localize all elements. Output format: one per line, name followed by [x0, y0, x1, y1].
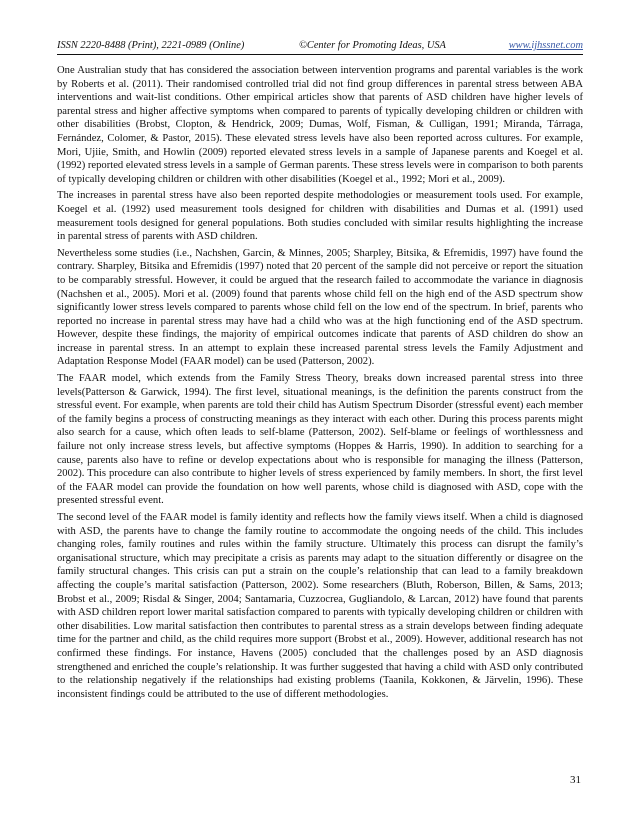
running-header	[57, 38, 583, 55]
paragraph-contrary-studies: Nevertheless some studies (i.e., Nachshen, Garcin, & Minnes, 2005; Sharpley, Bitsika, & Efremidis, 1997) have found the contrary. Sharpley, Bitsika and Efremidis (1997) noted that 20 percent of the sample did not perceive or report the situation to be comparably stressful. However, it could be argued that the research failed to accommodate the variance in diagnosis (Nachshen et al., 2005). Mori et al. (2009) found that parents whose child fell on the high end of the ASD spectrum show significantly lower stress levels compared to parents whose child fell on the low end of the spectrum. In brief, parents who reported no increase in parental stress may have had a child who was at the high functioning end of the ASD spectrum. However, despite these findings, the majority of empirical outcomes indicate that parents of ASD children do show an increase in parental stress. In an attempt to explain these increased parental stress levels the Family Adjustment and Adaptation Response Model (FAAR model) can be used (Patterson, 2002).	[57, 247, 583, 368]
paragraph-australian-study: One Australian study that has considered the association between intervention programs and parental variables is the work by Roberts et al. (2011). Their randomised controlled trial did not find group differences in parental stress between ABA interventions and wait-list conditions. Other empirical articles show that parents of ASD children have higher levels of parental stress and higher affective symptoms when compared to parents of typically developing children or children with other disabilities (Brobst, Clopton, & Hendrick, 2009; Dumas, Wolf, Fisman, & Culligan, 1991; Miranda, Tárraga, Fernández, Colomer, & Pastor, 2015). These elevated stress levels have also been reported across cultures. For example, Mori, Ujiie, Smith, and Howlin (2009) reported elevated stress levels in a sample of Japanese parents and Koegel et al. (1992) reported elevated stress levels in a sample of German parents. These stress levels were in comparison to both parents of typically developing children or children with other disabilities (Koegel et al., 1992; Mori et al., 2009).	[57, 65, 583, 185]
header-journal-link[interactable]: www.ijhssnet.com	[508, 40, 583, 51]
paragraph-stress-increases: The increases in parental stress have also been reported despite methodologies or measurement tools used. For example, Koegel et al. (1992) used measurement tools designed for children with disabilities and Dumas et al. (1991) used measurement tools designed for general populations. Both studies concluded with similar results highlighting the increase in parental stress of parents with ASD children.	[57, 190, 583, 243]
page-number: 31	[570, 774, 581, 786]
paragraph-faar-model: The FAAR model, which extends from the Family Stress Theory, breaks down increased parental stress into three levels(Patterson & Garwick, 1994). The first level, situational meanings, is the definition the parents construct from the stressful event. For example, when parents are told their child has Autism Spectrum Disorder (stressful event) each member of the family begins a process of constructing meanings as they interact with each other. During this process parents might also search for a cause, which often leads to self-blame (Patterson, 2002). Self-blame or feelings of worthlessness and failure not only increase stress levels, but affective symptoms (Hoppes & Harris, 1990). In addition to searching for a cause, parents also have to refine or develop expectations about who is responsible for managing the illness (Patterson, 2002). This procedure can also contribute to higher levels of stress experienced by family members. In short, the first level of the FAAR model can provide the foundation on how well parents, whose child is diagnosed with ASD, cope with the presented stressful event.	[57, 373, 583, 507]
header-issn: ISSN 2220-8488 (Print), 2221-0989 (Online)	[57, 40, 245, 51]
paragraph-family-identity: The second level of the FAAR model is family identity and reflects how the family views itself. When a child is diagnosed with ASD, the parents have to change the family routine to accommodate the ongoing needs of the child. This includes changing roles, family routines and rules within the family structure. Ultimately this process can disrupt the family’s organisational structure, which may precipitate a crisis as parents may adapt to the situation differently or disagree on the family structural changes. This crisis can put a strain on the couple’s relationship that can lead to a family breakdown affecting the couple’s marital satisfaction (Patterson, 2002). Some researchers (Bluth, Roberson, Billen, & Sams, 2013; Brobst et al., 2009; Risdal & Singer, 2004; Santamaria, Cuzzocrea, Gugliandolo, & Larcan, 2012) have found that parents with ASD children report lower marital satisfaction compared to parents with typically developing children or children with other disabilities. Low marital satisfaction then contributes to parental stress as a strain develops between finding adequate time for the partner and child, as the child requires more support (Brobst et al., 2009). However, additional research has not confirmed these findings. For instance, Havens (2005) concluded that the challenges posed by an ASD diagnosis strengthened and enriched the couple’s relationship. It was further suggested that having a child with ASD only contributed to the relationship negatively if the relationships had existing problems (Taanila, Kokkonen, & Järvelin, 1996). These inconsistent findings could be attributed to the use of different methodologies.	[57, 512, 583, 700]
article-body	[57, 64, 583, 704]
header-copyright: ©Center for Promoting Ideas, USA	[299, 40, 446, 51]
